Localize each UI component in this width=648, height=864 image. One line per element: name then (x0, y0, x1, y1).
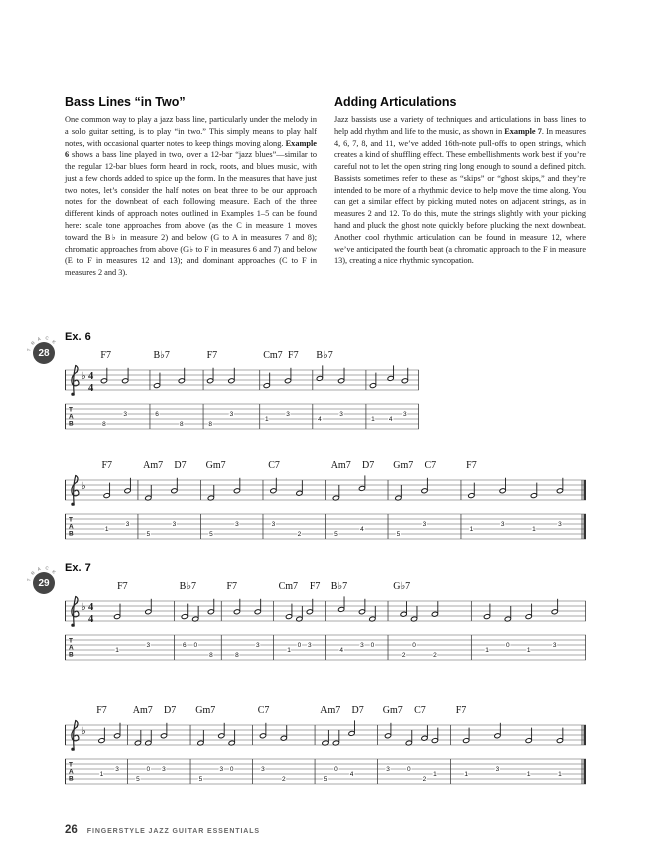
tab-number: 0 (412, 642, 416, 650)
tab-number: 5 (198, 776, 203, 784)
track-label-letter: R (29, 340, 36, 346)
tab-number: 3 (261, 766, 265, 774)
tab-number: 3 (422, 521, 427, 529)
tab-number: 3 (286, 411, 290, 419)
tab-number: 1 (485, 647, 489, 655)
note-head (463, 738, 470, 744)
tab-number: 1 (99, 771, 104, 779)
note-head (218, 733, 225, 739)
text-run: . In measures 4, 6, 7, 8, and 11, we’ve added 16th-note pull-offs to open strings, which creates a kind of shuffling effect. These embellishments work best if you’re careful not to let the open string ring long enough to sound a defined pitch. Bassists sometimes refer to these as “skips” or “ghost skips,” and they’re intended to be more of a rhythmic device to help move the time along. You can get a similar effect by picking muted notes on adjacent strings, as in measures 2 and 12. To do this, mute the strings slightly with your picking hand and pluck the ghost note quickly before plucking the next downbeat. Another cool rhythmic articulation can be found in measure 12, where we’ve anticipated the fourth beat (a chromatic approach to the F in measure 13), creating a nice rhythmic syncopation. (334, 126, 586, 266)
tab-number: 3 (495, 766, 500, 774)
article-title-left: Bass Lines “in Two” (65, 95, 186, 109)
article-adding-articulations (334, 95, 586, 279)
tab-number: 6 (183, 642, 187, 650)
article-title-right: Adding Articulations (334, 95, 457, 109)
tab-number: 3 (115, 766, 119, 774)
tab-number: 0 (297, 642, 302, 650)
tab-number: 0 (506, 642, 510, 650)
final-barline-thick (584, 480, 586, 500)
note-head (421, 488, 428, 494)
text-run: One common way to play a jazz bass line, particularly under the melody in a solo guitar setting, is to play “in two.” This simply means to play half notes, with occasional quarter notes to keep things moving along. (65, 115, 317, 148)
chord-symbol: B♭7 (330, 581, 348, 592)
tab-clef-letter: T (69, 761, 73, 769)
chord-symbol: B♭7 (316, 350, 333, 361)
tab-number: 3 (255, 642, 260, 650)
tab-number: 4 (349, 771, 354, 779)
final-barline-thick (584, 514, 586, 539)
chord-symbol: Gm7 (195, 705, 216, 716)
note-head (178, 378, 185, 384)
tab-clef-letter: A (69, 644, 74, 652)
tab-number: 3 (125, 521, 130, 529)
page-number: 26 (65, 824, 78, 836)
note-head (234, 488, 241, 494)
tab-number: 3 (403, 411, 407, 419)
chord-symbol: Gm7 (205, 460, 226, 471)
track-number: 29 (33, 572, 55, 594)
note-head (103, 493, 110, 499)
note-head (525, 738, 532, 744)
tab-number: 2 (282, 776, 286, 784)
tab-number: 1 (104, 526, 109, 534)
tab-number: 0 (146, 766, 151, 774)
chord-symbol: D7 (351, 705, 364, 716)
time-signature-bottom: 4 (88, 383, 94, 394)
tab-number: 8 (209, 652, 213, 660)
tab-number: 4 (339, 647, 343, 655)
chord-symbol: F7 (455, 705, 467, 716)
note-head (207, 609, 214, 615)
music-system (65, 577, 586, 677)
music-system (65, 456, 586, 556)
note-head (316, 376, 323, 382)
chord-symbol: C7 (268, 460, 280, 471)
example-7 (65, 562, 586, 801)
chord-symbol: Am7 (330, 460, 351, 471)
music-system-svg (65, 346, 419, 446)
tab-number: 2 (401, 652, 406, 660)
tab-clef-letter: A (69, 413, 74, 421)
note-head (122, 378, 129, 384)
track-label-letter: K (51, 338, 57, 345)
chord-symbol: B♭7 (179, 581, 197, 592)
page-footer (65, 824, 260, 836)
note-head (484, 614, 491, 620)
note-head (207, 378, 214, 384)
note-head (557, 738, 564, 744)
note-head (181, 614, 188, 620)
tab-number: 3 (558, 521, 562, 529)
tab-number: 5 (146, 531, 151, 539)
example-6-label: Ex. 6 (65, 331, 91, 343)
tab-number: 5 (323, 776, 328, 784)
chord-symbol: Gm7 (393, 460, 414, 471)
tab-number: 1 (433, 771, 437, 779)
note-head (499, 488, 506, 494)
chord-symbol: D7 (163, 705, 177, 716)
track-label-letter: K (51, 568, 57, 575)
chord-symbol: B♭7 (153, 350, 170, 361)
tab-clef-letter: B (69, 530, 74, 538)
chord-symbol: F7 (96, 705, 107, 716)
time-signature-top: 4 (88, 371, 94, 382)
tab-number: 5 (136, 776, 140, 784)
tab-number: 3 (339, 411, 343, 419)
tab-number: 3 (146, 642, 151, 650)
tab-number: 1 (264, 416, 269, 424)
chord-symbol: Cm7 (278, 581, 299, 592)
tab-number: 3 (500, 521, 505, 529)
note-head (114, 733, 121, 739)
article-body-left (65, 114, 317, 279)
music-system-svg (65, 456, 586, 556)
tab-number: 1 (115, 647, 119, 655)
track-label-letter: A (37, 565, 42, 572)
note-head (228, 378, 235, 384)
chord-symbol: Am7 (143, 460, 164, 471)
tab-number: 3 (552, 642, 557, 650)
note-head (338, 378, 345, 384)
track-label-letter: T (26, 578, 33, 582)
tab-clef-letter: A (69, 523, 74, 531)
example-7-label: Ex. 7 (65, 562, 91, 574)
track-label-letter: A (37, 335, 42, 342)
note-head (338, 607, 345, 613)
tab-number: 4 (318, 416, 322, 424)
tab-number: 2 (422, 776, 427, 784)
chord-symbol: F7 (101, 460, 113, 471)
track-29-badge (25, 558, 63, 600)
text-run: Jazz bassists use a variety of techniques and articulations in bass lines to help add rhythm and life to the music, as shown in (334, 115, 586, 136)
tab-number: 3 (172, 521, 177, 529)
tab-number: 1 (558, 771, 562, 779)
note-head (431, 738, 438, 744)
tab-number: 3 (386, 766, 390, 774)
chord-symbol: F7 (226, 581, 238, 592)
tab-number: 0 (193, 642, 198, 650)
bold-text: Example 6 (65, 138, 317, 160)
tab-clef-letter: B (69, 420, 74, 428)
note-head (359, 486, 366, 492)
chord-symbol: Gm7 (382, 705, 403, 716)
tab-number: 3 (360, 642, 364, 650)
tab-number: 0 (370, 642, 375, 650)
tab-clef-letter: T (69, 406, 73, 414)
track-label-letter: T (26, 348, 33, 352)
tab-number: 8 (235, 652, 239, 660)
note-head (385, 733, 392, 739)
tab-number: 3 (229, 411, 234, 419)
note-head (387, 376, 394, 382)
tab-number: 3 (123, 411, 127, 419)
tab-number: 4 (360, 526, 364, 534)
note-head (370, 383, 377, 389)
tab-number: 0 (229, 766, 234, 774)
note-head (171, 488, 178, 494)
note-head (98, 738, 105, 744)
note-head (468, 493, 475, 499)
note-head (557, 488, 564, 494)
music-system (65, 346, 419, 446)
chord-symbol: C7 (257, 705, 270, 716)
chord-symbol: F7 (288, 350, 299, 361)
final-barline-thick (584, 725, 586, 745)
note-head (270, 488, 277, 494)
note-head (285, 378, 292, 384)
note-head (124, 488, 131, 494)
tab-number: 8 (208, 421, 212, 429)
note-head (254, 609, 261, 615)
key-flat-icon: ♭ (81, 481, 86, 492)
note-head (348, 731, 355, 737)
article-body-right (334, 114, 586, 267)
chord-symbol: F7 (206, 350, 218, 361)
note-head (551, 609, 558, 615)
tab-number: 2 (297, 531, 302, 539)
key-flat-icon: ♭ (81, 726, 86, 737)
chord-symbol: F7 (117, 581, 128, 592)
track-label-letter: R (29, 570, 36, 576)
chord-symbol: F7 (309, 581, 321, 592)
music-system-svg (65, 701, 586, 801)
tab-number: 2 (433, 652, 437, 660)
chord-symbol: F7 (466, 460, 477, 471)
note-head (154, 383, 161, 389)
book-title: FINGERSTYLE JAZZ GUITAR ESSENTIALS (86, 828, 260, 835)
note-head (161, 733, 168, 739)
music-system-svg (65, 577, 586, 677)
tab-number: 1 (287, 647, 291, 655)
tab-number: 1 (532, 526, 536, 534)
note-head (260, 733, 267, 739)
note-head (306, 609, 313, 615)
tab-number: 5 (334, 531, 338, 539)
chord-symbol: F7 (100, 350, 111, 361)
tab-clef-letter: B (69, 775, 74, 783)
track-number: 28 (33, 342, 55, 364)
tab-number: 3 (162, 766, 166, 774)
tab-number: 5 (396, 531, 401, 539)
note-head (359, 609, 366, 615)
time-signature-bottom: 4 (88, 614, 94, 625)
note-head (234, 609, 241, 615)
note-head (286, 614, 293, 620)
note-head (401, 378, 408, 384)
chord-symbol: D7 (361, 460, 375, 471)
note-head (145, 609, 152, 615)
tab-number: 3 (308, 642, 312, 650)
tab-number: 6 (155, 411, 159, 419)
track-label-letter: C (45, 565, 50, 572)
tab-number: 8 (102, 421, 106, 429)
chord-symbol: C7 (424, 460, 437, 471)
note-head (530, 493, 537, 499)
tab-number: 5 (209, 531, 213, 539)
tab-clef-letter: A (69, 768, 74, 776)
tab-number: 0 (334, 766, 338, 774)
chord-symbol: Cm7 (263, 350, 283, 361)
tab-number: 8 (180, 421, 184, 429)
tab-number: 3 (235, 521, 239, 529)
chord-symbol: Am7 (132, 705, 153, 716)
note-head (263, 383, 270, 389)
chord-symbol: C7 (414, 705, 426, 716)
note-head (114, 614, 121, 620)
music-system (65, 701, 586, 801)
tab-number: 3 (271, 521, 276, 529)
tab-number: 1 (526, 647, 531, 655)
tab-number: 1 (464, 771, 468, 779)
track-28-badge (25, 328, 63, 370)
track-label-letter: C (45, 335, 50, 342)
key-flat-icon: ♭ (81, 602, 86, 613)
tab-number: 1 (469, 526, 474, 534)
chord-symbol: G♭7 (393, 581, 411, 592)
tab-number: 0 (407, 766, 411, 774)
text-columns (65, 95, 586, 279)
note-head (525, 614, 532, 620)
chord-symbol: D7 (174, 460, 187, 471)
example-6 (65, 331, 586, 556)
bold-text: Example 7 (504, 126, 542, 136)
note-head (101, 378, 108, 384)
key-flat-icon: ♭ (81, 371, 86, 382)
note-head (494, 733, 501, 739)
tab-clef-letter: T (69, 637, 73, 645)
tab-number: 1 (371, 416, 375, 424)
tab-number: 4 (388, 416, 393, 424)
time-signature-top: 4 (88, 602, 94, 613)
final-barline-thick (584, 759, 586, 784)
text-run: shows a bass line played in two, over a 12-bar “jazz blues”—similar to the regular 12-bar blues form heard in rock, roots, and blues music, with just a few chords added to spice up the form. In the measures that have just two notes, let’s consider the half notes on beat three to be our approach notes for the downbeat of each following measure. Each of the three different kinds of approach notes outlined in Examples 1–5 can be found here: scale tone approaches from above (as the C in measure 1 moves toward the B♭ in measure 2) and below (G to A in measures 7 and 8); chromatic approaches from above (G♭ to F in measures 6 and 7) and below (E to F in measures 12 and 13); and dominant approaches (C to F in measures 2 and 3). (65, 150, 317, 278)
tab-number: 3 (219, 766, 224, 774)
tab-clef-letter: B (69, 651, 74, 659)
tab-clef-letter: T (69, 516, 73, 524)
tab-number: 1 (526, 771, 531, 779)
chord-symbol: Am7 (320, 705, 341, 716)
article-bass-lines-in-two (65, 95, 317, 279)
